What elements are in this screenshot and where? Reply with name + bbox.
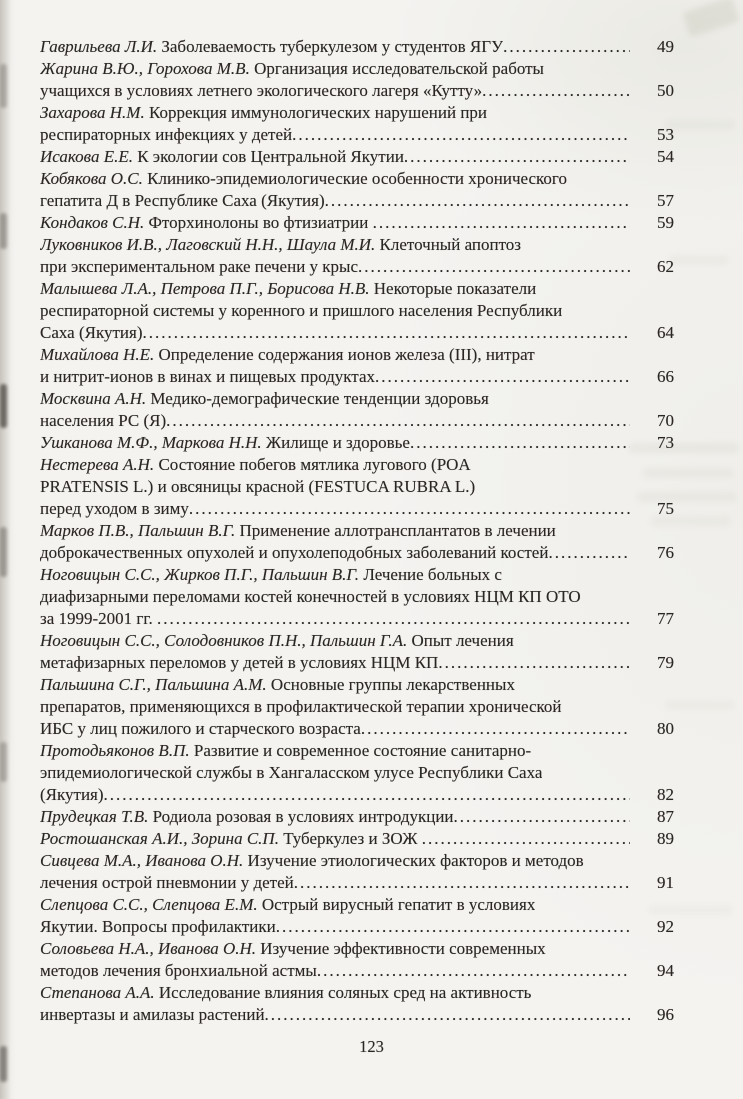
toc-row: [40, 278, 674, 300]
entry-title-text: метафизарных переломов у детей в условиях НЦМ КП: [40, 653, 439, 672]
entry-title-text: методов лечения бронхиальной астмы: [40, 961, 317, 980]
entry-authors: Михайлова Н.Е.: [40, 345, 155, 364]
entry-title-text: Туберкулез и ЗОЖ: [283, 829, 422, 848]
entry-line-text: [40, 322, 142, 344]
dot-leader: [292, 124, 630, 146]
entry-line-text: [40, 740, 531, 762]
entry-title-text: Определение содержания ионов железа (III), нитрат: [158, 345, 535, 364]
entry-line-text: [40, 300, 562, 322]
entry-title-text: Применение аллотрансплантатов в лечении: [239, 521, 556, 540]
entry-line-text: [40, 80, 482, 102]
dot-leader: [422, 828, 630, 850]
toc-row: [40, 564, 674, 586]
entry-title-text: К экологии сов Центральной Якутии: [137, 147, 404, 166]
entry-line-text: [40, 564, 502, 586]
entry-page-number: 57: [657, 191, 674, 210]
entry-line-text: [40, 674, 515, 696]
toc-row: [40, 146, 674, 168]
entry-authors: Марков П.В., Пальшин В.Г.: [40, 521, 236, 540]
entry-title-text: Якутии. Вопросы профилактики: [40, 917, 276, 936]
dot-leader: [548, 542, 630, 564]
entry-line-text: [40, 630, 514, 652]
toc-row: [40, 124, 674, 146]
entry-line-text: [40, 806, 454, 828]
entry-line-text: [40, 960, 317, 982]
entry-page-number: 96: [657, 1005, 674, 1024]
toc-row: [40, 762, 674, 784]
toc-row: [40, 190, 674, 212]
bleed-through-mark: [665, 700, 735, 710]
entry-line-text: [40, 872, 294, 894]
entry-line-text: [40, 718, 361, 740]
toc-row: [40, 894, 674, 916]
toc-row: [40, 542, 674, 564]
dot-leader: [410, 432, 630, 454]
entry-title-text: (Якутия): [40, 785, 104, 804]
entry-line-text: [40, 102, 487, 124]
entry-title-text: Состояние побегов мятлика лугового (POA: [158, 455, 471, 474]
entry-authors: Гаврильева Л.И.: [40, 37, 158, 56]
entry-line-text: [40, 696, 562, 718]
dot-leader: [482, 80, 630, 102]
toc-row: [40, 740, 674, 762]
dot-leader: [317, 960, 630, 982]
entry-line-text: [40, 388, 489, 410]
entry-line-text: [40, 1004, 265, 1026]
entry-title-text: Коррекция иммунологических нарушений при: [148, 103, 488, 122]
entry-line-text: [40, 476, 475, 498]
toc-row: [40, 300, 674, 322]
dot-leader: [325, 190, 630, 212]
entry-title-text: Жилище и здоровье: [265, 433, 410, 452]
toc-row: [40, 388, 674, 410]
toc-row: [40, 674, 674, 696]
entry-title-text: за 1999-2001 гг.: [40, 609, 157, 628]
entry-title-text: Некоторые показатели: [373, 279, 537, 298]
scan-artifact: [0, 213, 7, 249]
dot-leader: [438, 652, 630, 674]
entry-authors: Ноговицын С.С., Жирков П.Г., Пальшин В.Г.: [40, 565, 360, 584]
entry-line-text: [40, 652, 438, 674]
entry-title-text: и нитрит-ионов в винах и пищевых продуктах: [40, 367, 375, 386]
entry-line-text: [40, 124, 292, 146]
entry-page-number: 59: [657, 213, 674, 232]
dot-leader: [358, 256, 630, 278]
entry-line-text: [40, 828, 422, 850]
entry-title-text: при экспериментальном раке печени у крыс: [40, 257, 359, 276]
entry-title-text: Основные группы лекарственных: [270, 675, 515, 694]
entry-title-text: эпидемиологической службы в Хангаласском улусе Республики Саха: [40, 763, 543, 782]
entry-authors: Соловьева Н.А., Иванова О.Н.: [40, 939, 257, 958]
entry-title-text: диафизарными переломами костей конечностей в условиях НЦМ КП ОТО: [40, 587, 581, 606]
entry-page-number: 82: [657, 785, 674, 804]
entry-title-text: препаратов, применяющихся в профилактической терапии хронической: [40, 697, 562, 716]
toc-row: [40, 784, 674, 806]
entry-title-text: гепатита Д в Республике Саха (Якутия): [40, 191, 325, 210]
entry-authors: Захарова Н.М.: [40, 103, 145, 122]
entry-page-number: 64: [657, 323, 674, 342]
entry-title-text: Родиола розовая в условиях интродукции: [152, 807, 454, 826]
entry-title-text: PRATENSIS L.) и овсяницы красной (FESTUCA RUBRA L.): [40, 477, 476, 496]
entry-page-number: 77: [657, 609, 674, 628]
entry-line-text: [40, 146, 404, 168]
entry-line-text: [40, 234, 521, 256]
entry-title-text: ИБС у лиц пожилого и старческого возраста: [40, 719, 361, 738]
toc-row: [40, 718, 674, 740]
dot-leader: [276, 916, 630, 938]
entry-authors: Сивцева М.А., Иванова О.Н.: [40, 851, 244, 870]
entry-page-number: 62: [657, 257, 674, 276]
entry-authors: Пальшина С.Г., Пальшина А.М.: [40, 675, 267, 694]
entry-line-text: [40, 36, 503, 58]
entry-line-text: [40, 894, 535, 916]
page-number-footer: 123: [359, 1037, 384, 1056]
entry-authors: Исакова Е.Е.: [40, 147, 133, 166]
entry-title-text: Клеточный апоптоз: [379, 235, 522, 254]
entry-authors: Протодьяконов В.П.: [40, 741, 190, 760]
entry-authors: Ноговицын С.С., Солодовников П.Н., Пальшин Г.А.: [40, 631, 408, 650]
entry-line-text: [40, 454, 471, 476]
scan-artifact: [0, 742, 7, 782]
entry-authors: Москвина А.Н.: [40, 389, 147, 408]
entry-title-text: Клинико-эпидемиологические особенности хронического: [147, 169, 567, 188]
toc-row: [40, 872, 674, 894]
entry-title-text: инвертазы и амилазы растений: [40, 1005, 265, 1024]
entry-title-text: доброкачественных опухолей и опухолеподобных заболеваний костей: [40, 543, 549, 562]
entry-line-text: [40, 498, 189, 520]
entry-page-number: 76: [657, 543, 674, 562]
entry-title-text: Саха (Якутия): [40, 323, 143, 342]
entry-authors: Ушканова М.Ф., Маркова Н.Н.: [40, 433, 262, 452]
entry-line-text: [40, 938, 546, 960]
entry-line-text: [40, 366, 375, 388]
entry-title-text: Организация исследовательской работы: [254, 59, 544, 78]
toc-row: [40, 652, 674, 674]
entry-title-text: респираторных инфекциях у детей: [40, 125, 293, 144]
entry-authors: Кондаков С.Н.: [40, 213, 145, 232]
entry-line-text: [40, 256, 358, 278]
entry-page-number: 79: [657, 653, 674, 672]
toc-row: [40, 344, 674, 366]
entry-line-text: [40, 168, 567, 190]
entry-page-number: 49: [657, 37, 674, 56]
entry-title-text: респираторной системы у коренного и пришлого населения Республики: [40, 301, 563, 320]
dot-leader: [454, 806, 630, 828]
entry-line-text: [40, 58, 544, 80]
bleed-through-mark: [669, 255, 729, 265]
entry-authors: Степанова А.А.: [40, 983, 155, 1002]
dot-leader: [104, 784, 630, 806]
dot-leader: [373, 212, 630, 234]
toc-list: [40, 36, 674, 1026]
toc-row: [40, 696, 674, 718]
scan-artifact: [0, 64, 7, 108]
entry-authors: Слепцова С.С., Слепцова Е.М.: [40, 895, 258, 914]
entry-line-text: [40, 850, 584, 872]
entry-page-number: 70: [657, 411, 674, 430]
dot-leader: [361, 718, 630, 740]
entry-line-text: [40, 410, 166, 432]
scan-artifact: [0, 527, 7, 577]
toc-row: [40, 366, 674, 388]
bleed-through-mark: [665, 120, 735, 130]
entry-title-text: Исследование влияния соляных сред на активность: [158, 983, 532, 1002]
entry-authors: Жарина В.Ю., Горохова М.В.: [40, 59, 250, 78]
entry-title-text: населения РС (Я): [40, 411, 167, 430]
entry-title-text: Опыт лечения: [411, 631, 514, 650]
entry-line-text: [40, 916, 276, 938]
entry-page-number: 50: [657, 81, 674, 100]
entry-page-number: 53: [657, 125, 674, 144]
dot-leader: [375, 366, 630, 388]
entry-title-text: Развитие и современное состояние санитарно-: [193, 741, 532, 760]
toc-row: [40, 234, 674, 256]
toc-row: [40, 916, 674, 938]
entry-authors: Луковников И.В., Лаговский Н.Н., Шаула М.И.: [40, 235, 376, 254]
dot-leader: [503, 36, 630, 58]
toc-row: [40, 322, 674, 344]
entry-page-number: 66: [657, 367, 674, 386]
entry-title-text: лечения острой пневмонии у детей: [40, 873, 294, 892]
entry-page-number: 73: [657, 433, 674, 452]
entry-title-text: перед уходом в зиму: [40, 499, 189, 518]
scan-edge-band: [0, 0, 13, 1099]
entry-page-number: 54: [657, 147, 674, 166]
entry-line-text: [40, 278, 536, 300]
toc-row: [40, 828, 674, 850]
entry-authors: Ростошанская А.И., Зорина С.П.: [40, 829, 279, 848]
entry-page-number: 75: [657, 499, 674, 518]
entry-page-number: 91: [657, 873, 674, 892]
toc-row: [40, 1004, 674, 1026]
toc-row: [40, 938, 674, 960]
dot-leader: [157, 608, 630, 630]
toc-row: [40, 476, 674, 498]
toc-row: [40, 256, 674, 278]
entry-authors: Малышева Л.А., Петрова П.Г., Борисова Н.В.: [40, 279, 370, 298]
toc-row: [40, 850, 674, 872]
entry-title-text: Изучение эффективности современных: [260, 939, 546, 958]
toc-row: [40, 432, 674, 454]
entry-line-text: [40, 190, 325, 212]
entry-authors: Кобякова О.С.: [40, 169, 143, 188]
entry-title-text: Лечение больных с: [363, 565, 502, 584]
entry-line-text: [40, 982, 531, 1004]
toc-row: [40, 520, 674, 542]
entry-line-text: [40, 784, 104, 806]
entry-line-text: [40, 520, 556, 542]
entry-page-number: 89: [657, 829, 674, 848]
bleed-through-mark: [682, 0, 739, 37]
toc-row: [40, 608, 674, 630]
toc-row: [40, 982, 674, 1004]
toc-row: [40, 454, 674, 476]
scan-artifact: [0, 384, 7, 428]
entry-page-number: 87: [657, 807, 674, 826]
entry-page-number: 80: [657, 719, 674, 738]
entry-page-number: 94: [657, 961, 674, 980]
toc-row: [40, 586, 674, 608]
dot-leader: [404, 146, 630, 168]
entry-line-text: [40, 586, 581, 608]
toc-row: [40, 168, 674, 190]
toc-row: [40, 498, 674, 520]
toc-row: [40, 36, 674, 58]
entry-line-text: [40, 344, 535, 366]
dot-leader: [294, 872, 630, 894]
dot-leader: [142, 322, 630, 344]
toc-row: [40, 102, 674, 124]
entry-line-text: [40, 432, 410, 454]
entry-title-text: Острый вирусный гепатит в условиях: [261, 895, 536, 914]
entry-authors: Прудецкая Т.В.: [40, 807, 149, 826]
toc-row: [40, 960, 674, 982]
entry-title-text: Медико-демографические тенденции здоровья: [150, 389, 489, 408]
toc-row: [40, 410, 674, 432]
entry-line-text: [40, 608, 157, 630]
entry-title-text: Заболеваемость туберкулезом у студентов ЯГУ: [161, 37, 504, 56]
toc-row: [40, 806, 674, 828]
entry-line-text: [40, 762, 542, 784]
dot-leader: [189, 498, 630, 520]
dot-leader: [166, 410, 630, 432]
dot-leader: [265, 1004, 630, 1026]
entry-authors: Нестерева А.Н.: [40, 455, 155, 474]
entry-line-text: [40, 212, 373, 234]
entry-title-text: Изучение этиологических факторов и методов: [247, 851, 584, 870]
toc-row: [40, 630, 674, 652]
toc-row: [40, 58, 674, 80]
toc-row: [40, 80, 674, 102]
entry-page-number: 92: [657, 917, 674, 936]
entry-title-text: учащихся в условиях летнего экологического лагеря «Кутту»: [40, 81, 483, 100]
toc-row: [40, 212, 674, 234]
entry-line-text: [40, 542, 548, 564]
entry-title-text: Фторхинолоны во фтизиатрии: [148, 213, 373, 232]
